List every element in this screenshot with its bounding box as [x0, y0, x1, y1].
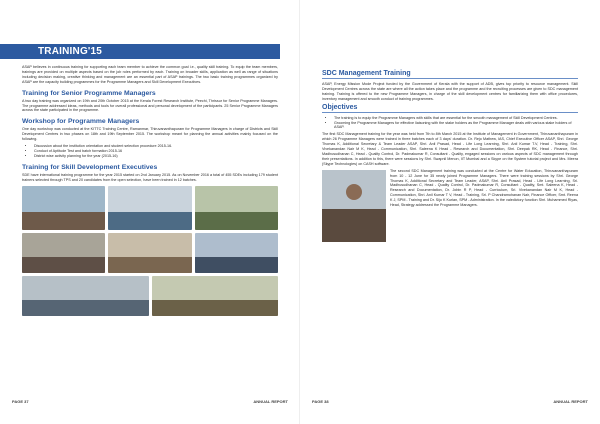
list-item: • Grooming the Programme Managers for effective liaisoning with the stake holders as the Programme Manager deals with various stake holders of ASAP.: [334, 121, 578, 131]
training-photo: [22, 276, 149, 316]
training-photo: [108, 186, 191, 230]
section-heading-objectives: Objectives: [322, 104, 578, 113]
list-item: • Discussion about the institution orientation and student selection procedure 2015-16.: [34, 144, 278, 149]
page-footer: [312, 399, 588, 404]
section-heading-sde: Training for Skill Development Executives: [22, 163, 158, 171]
photo-row: [22, 276, 278, 316]
training-photo: [22, 233, 105, 273]
training-photo: [152, 276, 279, 316]
page-footer: [12, 399, 288, 404]
list-item: • Conduct of Aptitude Test and batch formation 2015-16: [34, 149, 278, 154]
training-photo: [195, 186, 278, 230]
page-title: TRAINING'15: [0, 44, 280, 59]
workshop-bullet-list: [22, 144, 278, 159]
section-heading-workshop: Workshop for Programme Managers: [22, 118, 140, 126]
page-number: PAGE 38: [312, 399, 329, 404]
photo-row: [22, 186, 278, 230]
training-photo: [108, 233, 191, 273]
section-heading-senior-pm: Training for Senior Programme Managers: [22, 89, 156, 97]
section-text-senior-pm: A two day training was organized on 19th and 20th October 2015 at the Kerala Forest Research Institute, Peechi, Thrissur for Senior Programme Managers. The programme addressed ideas, methods and tools for overall professional and personal development of the participants. 25 Senior Programme Managers across the state participated in the programme.: [22, 98, 278, 113]
intro-paragraph: ASAP believes in continuous training for supporting each team member to achieve the common goal i.e., quality skill training. To equip the team members, trainings are provided on multiple aspects based on the job roles performed by each. Training on broader skills, application as well as range of situations including decision making, creative thinking and management are an essential part of ASAP trainings. The two basic training programmes organized by ASAP are the capacity building programmes for the Programme Managers and Skill Development Executives.: [22, 65, 278, 84]
photo-row: [22, 233, 278, 273]
footer-label: ANNUAL REPORT: [553, 399, 588, 404]
page-number: PAGE 37: [12, 399, 29, 404]
footer-label: ANNUAL REPORT: [253, 399, 288, 404]
section-text-sde: SDE have international training programme for the year 2015 started on 2nd January 2015. As on November 2016 a total of 455 SDEs including 179 student trainers selected through TPS and 20 candidates from the open selection, have been trained in 12 batches.: [22, 172, 278, 182]
objectives-paragraph-1: The first SDC Management training for the year was held from 7th to 8th March 2015 at the Institute of Management in Government, Thiruvananthapuram in which 26 Programme Managers were trained in three batches each of 3 days' duration. Dr. Rejo Mathew, IAS, Chief Executive Officer ASAP, Shri. George Thomas K, Additional Secretary & Team Leader ASAP, Shri. Anil Prasad, Head - Life Long Learning, Shri. Anil Kumar T.V, Head - Training, Shri. Vivekanandan Nair M K, Head - Communication, Shri. Saleena K Head - Research and Documentation, Shri. Deepak RK, Head - Finance, Shri. Madhusudhanan C, Head - Quality Control, Dr. Padmakumar R, Consultant - Quality, engaged sessions on various aspects of SDC management through their presentations. In addition to this, there were sessions by Shri. Swapnil Menon, IIT Mumbai and a Skype on the System tutorial project and Mrs. Meera (Skype Technologies) on CASH software.: [322, 132, 578, 166]
training-photo: [22, 186, 105, 230]
training-photo: [195, 233, 278, 273]
objectives-paragraph-2: The second SDC Management training was conducted at the Centre for Water Education, Thiruvananthapuram from 10 - 12 June for 35 newly joined Programme Managers. There were training sessions by Shri. George Thomas K, Additional Secretary and Team Leader, ASAP, Shri. Anil Prasad, Head - Life Long Learning, Sri. Madhusudhanan C, Head - Quality Control, Dr. Padmakumar R, Consultant - Quality, Smt. Saleena K, Head - Research and Documentation, Dr. Jobin R P, Head - Curriculum, Sri. Vivekanandan Nair M K, Head - Communication, Shri. Anil Kumar T V, Head - Training, Sri. P Chandramohanan Nair, Finance Officer, Smt. Reena K J, SPM - Training and Dr. Sijo K Kurian, SPM - Administration. In the valedictory function Shri. Muhammed Riyas, Head, Strategy addressed the Programme Managers.: [390, 168, 578, 208]
section-text-workshop: One day workshop was conducted at the KITTC Training Centre, Ramanmar, Thiruvananthapuram for Programme Managers in charge of Districts and Skill Development Centres in two phases on 18th and 19th September 2015. The workshop meant for planning the annual activities mainly focused on the following.: [22, 127, 278, 142]
section-heading-sdc: SDC Management Training: [322, 70, 578, 79]
list-item: • District wise activity planning for the year (2015-16): [34, 154, 278, 159]
list-item: • The training is to equip the Programme Managers with skills that are essential for the smooth management of Skill Development Centres.: [334, 116, 578, 121]
objectives-bullet-list: [322, 116, 578, 131]
speaker-photo: [322, 170, 386, 242]
right-page: [300, 0, 600, 424]
section-text-sdc: ASAP, Energy Mission Mode Project funded by the Government of Kerala with the support of ADB, gives top priority to resource management. Skill Development Centres across the state are where all the action takes place and the programme and the recruiting processes are given to SDC management training. Training is offered to the new Programme Managers, in charge of the skill development centres for familiarizing them with office procedures, inventory management and smooth conduct of training programmes.: [322, 82, 578, 101]
